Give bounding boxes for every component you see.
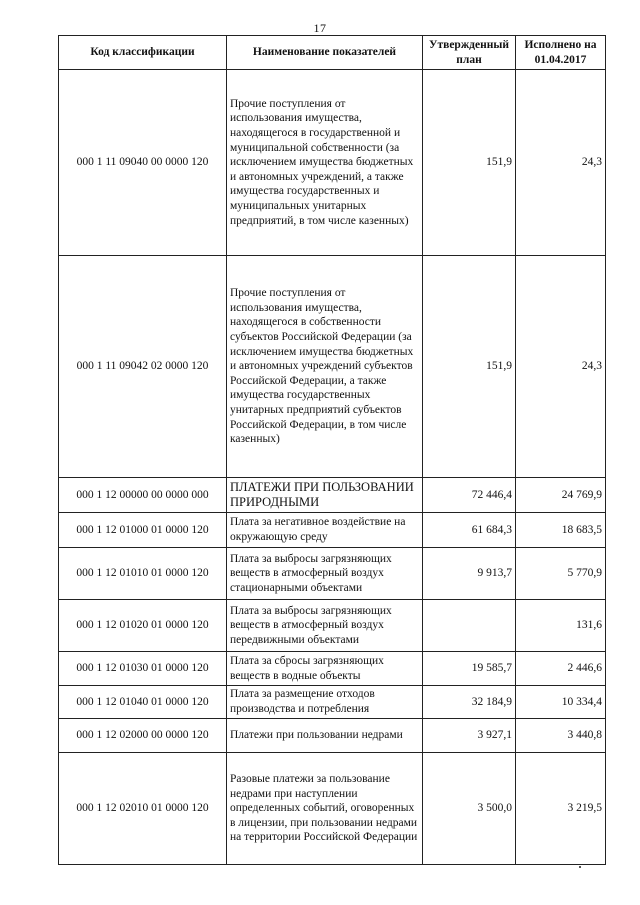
row-name: Плата за выбросы загрязняющих веществ в атмосферный воздух передвижными объектами [227, 600, 423, 652]
row-name: Плата за негативное воздействие на окружающую среду [227, 513, 423, 548]
row-code: 000 1 12 01030 01 0000 120 [59, 652, 227, 686]
table-row [59, 719, 606, 753]
row-code: 000 1 12 01000 01 0000 120 [59, 513, 227, 548]
table-row [59, 652, 606, 686]
header-code: Код классификации [59, 36, 227, 70]
table-row [59, 753, 606, 865]
row-name: Платежи при пользовании недрами [227, 719, 423, 753]
table-row [59, 600, 606, 652]
table-row [59, 478, 606, 513]
table-row [59, 686, 606, 719]
row-name: Плата за размещение отходов производства и потребления [227, 686, 423, 719]
table-header-row [59, 36, 606, 70]
row-plan: 151,9 [423, 70, 516, 256]
row-done: 3 219,5 [516, 753, 606, 865]
table-row [59, 548, 606, 600]
row-code: 000 1 12 00000 00 0000 000 [59, 478, 227, 513]
row-plan: 151,9 [423, 256, 516, 478]
row-code: 000 1 12 01010 01 0000 120 [59, 548, 227, 600]
row-name: ПЛАТЕЖИ ПРИ ПОЛЬЗОВАНИИ ПРИРОДНЫМИ [227, 478, 423, 513]
header-plan: Утвержденный план [423, 36, 516, 70]
row-code: 000 1 11 09042 02 0000 120 [59, 256, 227, 478]
row-plan: 3 927,1 [423, 719, 516, 753]
table-row [59, 256, 606, 478]
row-done: 24,3 [516, 256, 606, 478]
row-done: 3 440,8 [516, 719, 606, 753]
row-plan: 3 500,0 [423, 753, 516, 865]
row-plan: 9 913,7 [423, 548, 516, 600]
row-plan: 32 184,9 [423, 686, 516, 719]
row-name: Разовые платежи за пользование недрами при наступлении определенных событий, оговоренных в лицензии, при пользовании недрами на территории Российской Федерации [227, 753, 423, 865]
row-name: Прочие поступления от использования имущества, находящегося в собственности субъектов Российской Федерации (за исключением имущества бюджетных и автономных учреждений субъектов Российской Федерации, а также имущества государственных унитарных предприятий субъектов Российской Федерации, в том числе казенных) [227, 256, 423, 478]
row-plan: 19 585,7 [423, 652, 516, 686]
row-plan [423, 600, 516, 652]
row-code: 000 1 12 01040 01 0000 120 [59, 686, 227, 719]
row-plan: 61 684,3 [423, 513, 516, 548]
scan-speck [579, 866, 581, 868]
row-name: Плата за выбросы загрязняющих веществ в атмосферный воздух стационарными объектами [227, 548, 423, 600]
header-done: Исполнено на 01.04.2017 [516, 36, 606, 70]
page-number: 17 [313, 21, 327, 35]
row-done: 24,3 [516, 70, 606, 256]
row-code: 000 1 11 09040 00 0000 120 [59, 70, 227, 256]
row-name: Плата за сбросы загрязняющих веществ в водные объекты [227, 652, 423, 686]
row-done: 24 769,9 [516, 478, 606, 513]
table-row [59, 70, 606, 256]
row-done: 10 334,4 [516, 686, 606, 719]
row-done: 5 770,9 [516, 548, 606, 600]
row-code: 000 1 12 02010 01 0000 120 [59, 753, 227, 865]
row-plan: 72 446,4 [423, 478, 516, 513]
row-code: 000 1 12 01020 01 0000 120 [59, 600, 227, 652]
row-done: 131,6 [516, 600, 606, 652]
row-code: 000 1 12 02000 00 0000 120 [59, 719, 227, 753]
row-done: 18 683,5 [516, 513, 606, 548]
row-done: 2 446,6 [516, 652, 606, 686]
row-name: Прочие поступления от использования имущества, находящегося в государственной и муниципальной собственности (за исключением имущества бюджетных и автономных учреждений, а также имущества государственных и муниципальных унитарных предприятий, в том числе казенных) [227, 70, 423, 256]
budget-table [58, 35, 606, 865]
header-name: Наименование показателей [227, 36, 423, 70]
table-row [59, 513, 606, 548]
